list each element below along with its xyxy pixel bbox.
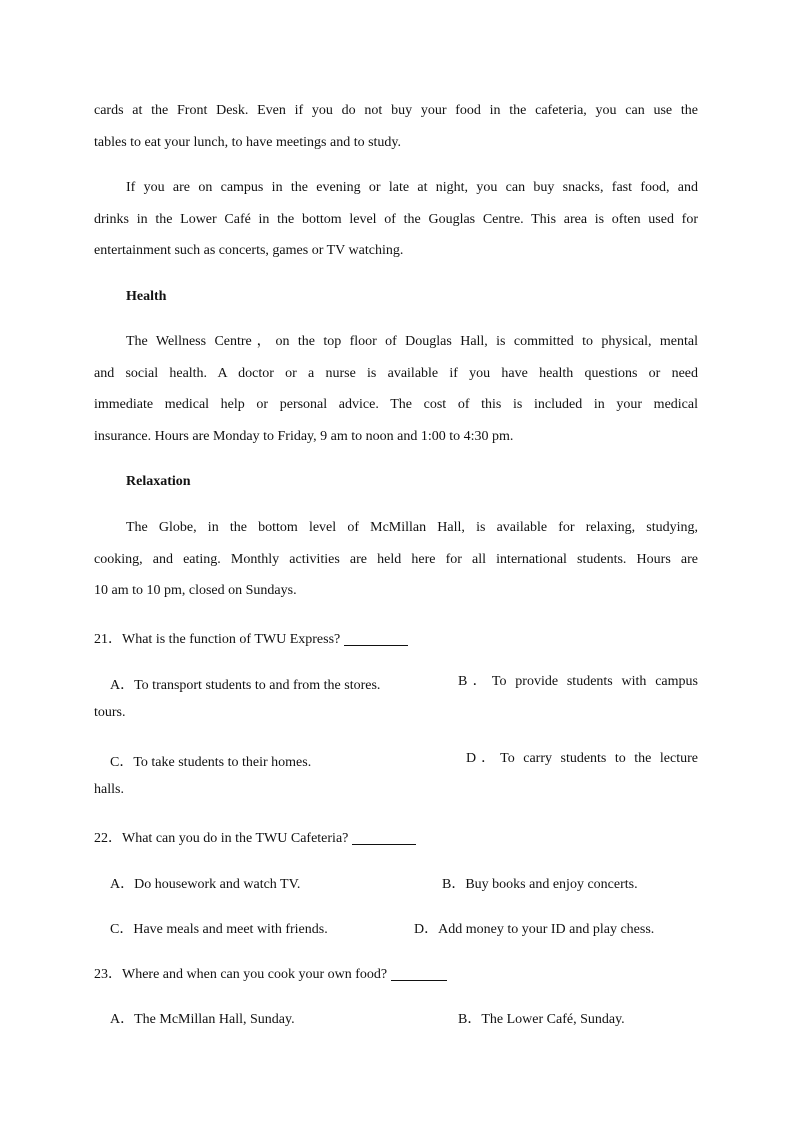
text-line: If you are on campus in the evening or late at night, you can buy snacks, fast food, and: [126, 180, 698, 195]
text-line: tables to eat your lunch, to have meetings and to study.: [94, 134, 402, 150]
text-line: cooking, and eating. Monthly activities are held here for all international students. Hours are: [94, 551, 698, 567]
text-line: 10 am to 10 pm, closed on Sundays.: [94, 583, 297, 598]
answer-blank[interactable]: [352, 830, 416, 845]
relaxation-paragraph: [94, 512, 698, 607]
option-c: C．Have meals and meet with friends.: [110, 922, 328, 937]
text-line: cards at the Front Desk. Even if you do not buy your food in the cafeteria, you can use the: [94, 103, 698, 118]
answer-blank[interactable]: [344, 631, 408, 646]
option-c: C．To take students to their homes.: [110, 755, 312, 770]
question-22: [94, 827, 416, 847]
question-21: [94, 628, 408, 648]
question-text: 23．Where and when can you cook your own food?: [94, 967, 388, 982]
option-a: A．Do housework and watch TV.: [110, 877, 301, 892]
option-b-text: B．To provide students with campus: [458, 674, 698, 689]
health-paragraph: [94, 326, 698, 452]
text-line: The Globe, in the bottom level of McMillan Hall, is available for relaxing, studying,: [126, 520, 698, 535]
answer-blank[interactable]: [391, 966, 447, 981]
option-b: B．The Lower Café, Sunday.: [458, 1012, 625, 1027]
option-b: [458, 674, 698, 690]
option-d-text: D．To carry students to the lecture: [466, 751, 698, 766]
option-d: [466, 751, 698, 767]
text-line: The Wellness Centre，on the top floor of Douglas Hall, is committed to physical, mental: [126, 334, 698, 349]
question-text: 22．What can you do in the TWU Cafeteria?: [94, 831, 349, 846]
health-heading: Health: [126, 289, 167, 304]
intro-paragraph: [94, 95, 698, 158]
option-a: A．To transport students to and from the stores.: [110, 678, 381, 693]
option-b-continued: tours.: [94, 705, 126, 720]
option-a: A．The McMillan Hall, Sunday.: [110, 1012, 295, 1027]
text-line: drinks in the Lower Café in the bottom level of the Gouglas Centre. This area is often used for: [94, 211, 698, 227]
text-line: entertainment such as concerts, games or TV watching.: [94, 243, 404, 258]
text-line: and social health. A doctor or a nurse is available if you have health questions or need: [94, 365, 698, 381]
text-line: immediate medical help or personal advice. The cost of this is included in your medical: [94, 397, 698, 412]
option-d: D．Add money to your ID and play chess.: [414, 922, 655, 937]
option-d-continued: halls.: [94, 782, 124, 797]
question-23: [94, 963, 447, 983]
question-text: 21．What is the function of TWU Express?: [94, 632, 341, 647]
relaxation-heading: Relaxation: [126, 474, 191, 489]
evening-paragraph: [94, 172, 698, 267]
option-b: B．Buy books and enjoy concerts.: [442, 877, 638, 892]
text-line: insurance. Hours are Monday to Friday, 9 am to noon and 1:00 to 4:30 pm.: [94, 428, 514, 444]
